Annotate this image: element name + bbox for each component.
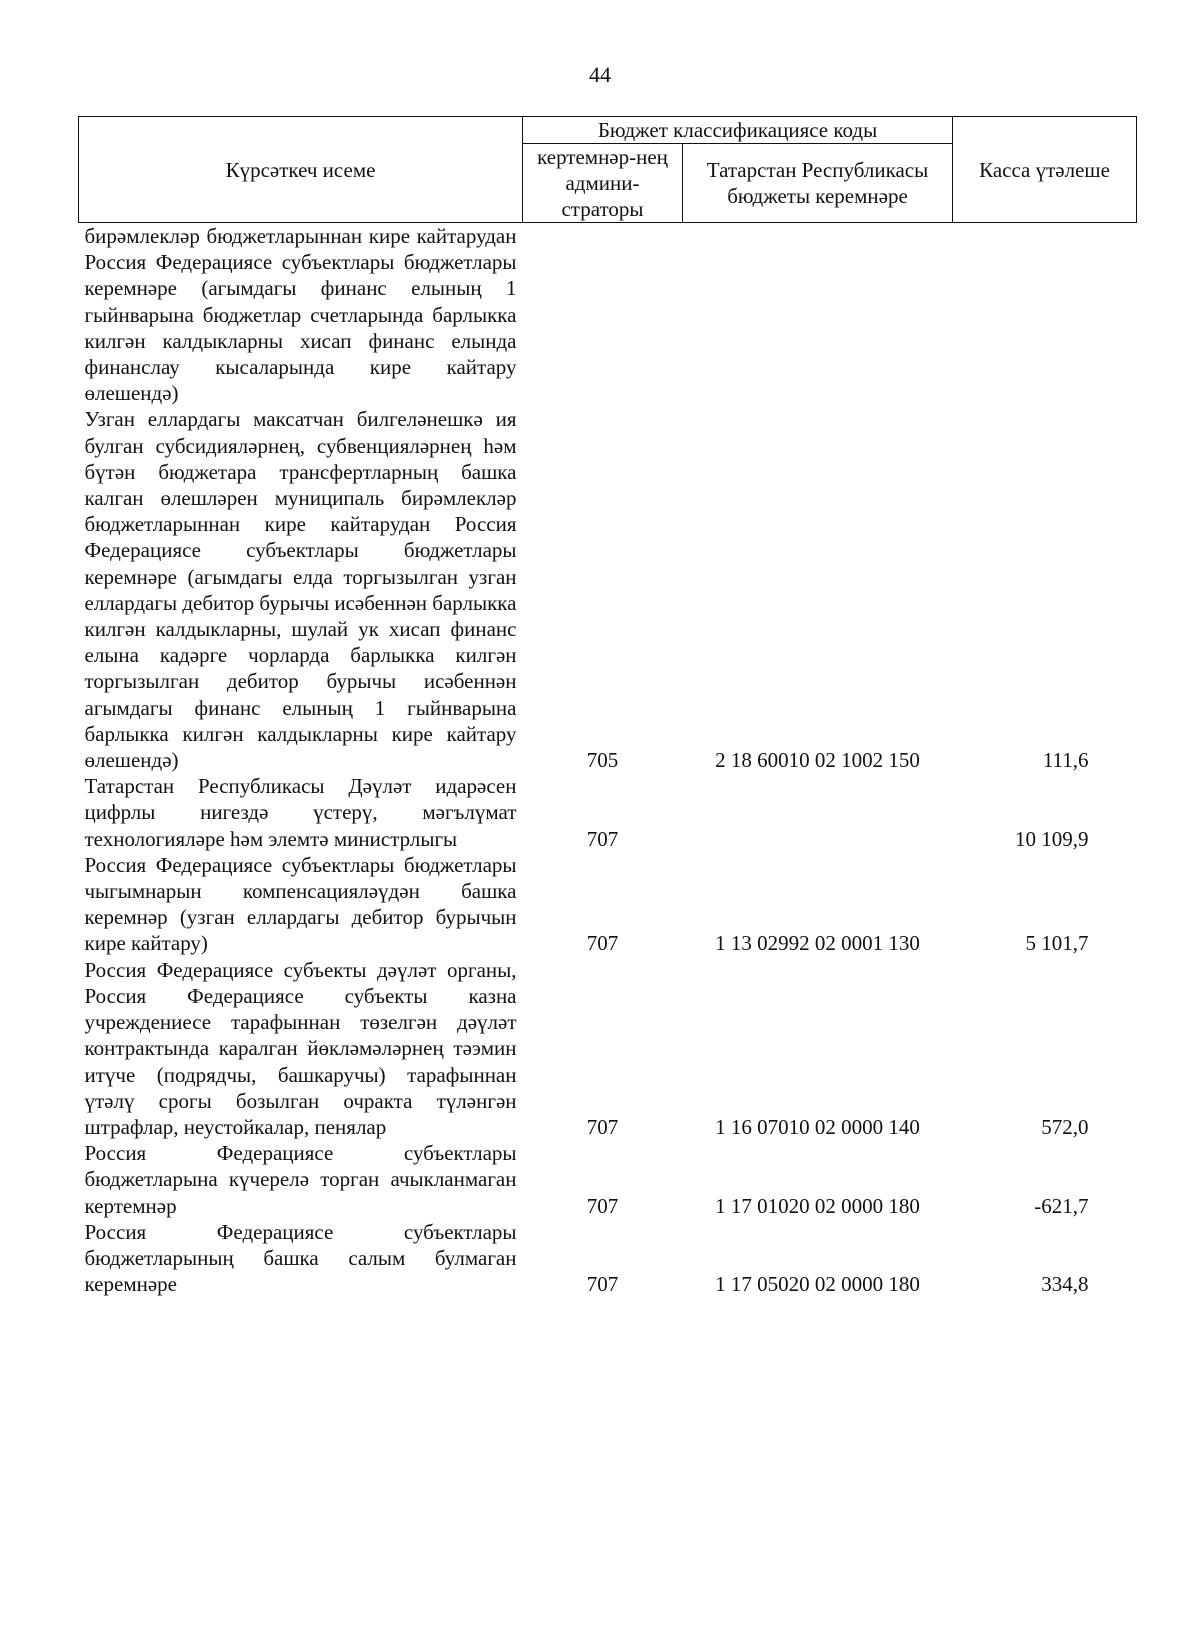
row-name: Россия Федерациясе субъектлары бюджетларына күчерелә торган ачыкланмаган кертемнәр [84,1141,517,1218]
table-row [79,957,1137,1140]
row-cash-value: 572,0 [1041,1114,1089,1139]
row-admin-code: 707 [586,931,619,956]
row-name: Россия Федерациясе субъектлары бюджетларының башка салым булмаган керемнәре [84,1219,517,1297]
row-revenue-code: 1 16 07010 02 0000 140 [715,1114,920,1139]
row-revenue-code: 1 17 05020 02 0000 180 [715,1272,920,1297]
row-cash-value [953,223,1137,407]
header-budget-classification: Бюджет классификациясе коды [523,117,953,144]
table-row [79,406,1137,773]
header-indicator-name: Күрсәткеч исеме [79,117,523,223]
row-revenue-code [683,773,953,852]
row-revenue-code: 1 13 02992 02 0001 130 [715,931,920,956]
row-admin-code: 707 [586,826,619,851]
row-name: Россия Федерациясе субъектлары бюджетлары чыгымнарын компенсацияләүдән башка керемнәр (узган еллардагы дебитор бурычын кире кайтару) [84,852,517,956]
budget-revenue-table [78,116,1137,1297]
row-revenue-code [683,223,953,407]
table-header [79,117,1137,223]
row-name: бирәмлекләр бюджетларыннан кире кайтарудан Россия Федерациясе субъектлары бюджетлары керемнәре (агымдагы финанс елының 1 гыйнварына бюджетлар счетларында барлыкка килгән калдыкларны хисап финанс елында финанслау кысаларында кире кайтару өлешендә) [84,224,517,406]
row-name: Россия Федерациясе субъекты дәүләт органы, Россия Федерациясе субъекты казна учреждениесе тарафыннан төзелгән дәүләт контрактында каралган йөкләмәләрнең тәэмин итүче (подрядчы, башкаручы) тарафыннан үтәлү срогы бозылган очракта түләнгән штрафлар, неустойкалар, пенялар [84,957,517,1139]
row-cash-value: 111,6 [1042,748,1089,773]
row-cash-value: 10 109,9 [1015,826,1089,851]
row-revenue-code: 2 18 60010 02 1002 150 [715,748,920,773]
header-tatarstan-revenues: Татарстан Республикасы бюджеты керемнәре [683,144,953,223]
row-admin-code [523,223,683,407]
page-number: 44 [589,62,611,87]
row-admin-code: 707 [586,1193,619,1218]
row-name: Татарстан Республикасы Дәүләт идарәсен цифрлы нигездә үстерү, мәгълүмат технологияләре һәм элемтә министрлыгы [84,774,517,851]
row-cash-value: -621,7 [1034,1193,1089,1218]
table-row [79,1219,1137,1298]
row-cash-value: 334,8 [1041,1272,1089,1297]
row-admin-code: 705 [586,748,619,773]
header-administrators: кертемнәр-нең админи-страторы [523,144,683,223]
row-name: Узган еллардагы максатчан билгеләнешкә ия булган субсидияләрнең, субвенцияләрнең һәм бүтән бюджетара трансфертларның башка калган өлешләрен муниципаль бирәмлекләр бюджетларыннан кире кайтарудан Россия Федерациясе субъектлары бюджетлары керемнәре (агымдагы елда торгызылган узган еллардагы дебитор бурычы исәбеннән барлыкка килгән калдыкларны, шулай ук хисап финанс елына кадәрге чорларда барлыкка килгән торгызылган дебитор бурычы исәбеннән агымдагы финанс елының 1 гыйнварына барлыкка килгән калдыкларны кире кайтару өлешендә) [84,407,517,773]
table-row [79,773,1137,852]
row-revenue-code: 1 17 01020 02 0000 180 [715,1193,920,1218]
table-body [79,223,1137,1298]
table-row [79,852,1137,957]
row-cash-value: 5 101,7 [1025,931,1089,956]
table-row [79,223,1137,407]
row-admin-code: 707 [586,1272,619,1297]
table-row [79,1140,1137,1219]
header-cash-execution: Касса үтәлеше [953,117,1137,223]
row-admin-code: 707 [586,1114,619,1139]
